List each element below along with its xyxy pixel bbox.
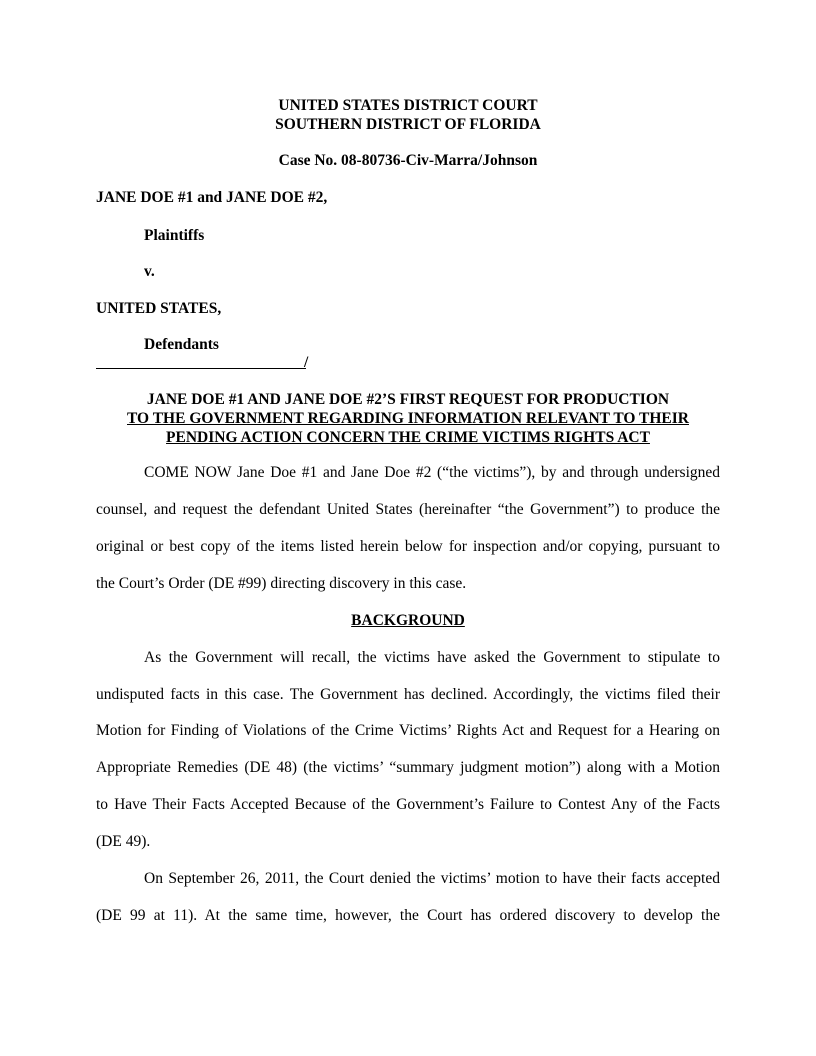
background-p1-line3: Motion for Finding of Violations of the Crime Victims’ Rights Act and Request for a Hearing on	[96, 722, 720, 739]
background-p1-line5: to Have Their Facts Accepted Because of the Government’s Failure to Contest Any of the Facts	[96, 796, 720, 813]
intro-line2: counsel, and request the defendant United States (hereinafter “the Government”) to produce the	[96, 501, 720, 518]
case-number: Case No. 08-80736-Civ-Marra/Johnson	[278, 152, 538, 169]
defendant-name: UNITED STATES,	[96, 300, 222, 317]
intro-line3: original or best copy of the items listed herein below for inspection and/or copying, pursuant to	[96, 538, 720, 555]
plaintiffs-names: JANE DOE #1 and JANE DOE #2,	[96, 189, 328, 206]
background-p2-line1: On September 26, 2011, the Court denied the victims’ motion to have their facts accepted	[144, 870, 720, 887]
defendants-label: Defendants	[144, 336, 219, 353]
intro-line4: the Court’s Order (DE #99) directing discovery in this case.	[96, 575, 467, 592]
background-p1-line4: Appropriate Remedies (DE 48) (the victims’ “summary judgment motion”) along with a Motion	[96, 759, 720, 776]
title-line3: PENDING ACTION CONCERN THE CRIME VICTIMS RIGHTS ACT	[166, 429, 650, 446]
caption-underline	[96, 358, 306, 369]
intro-line1: COME NOW Jane Doe #1 and Jane Doe #2 (“the victims”), by and through undersigned	[144, 464, 720, 481]
background-p2-line2: (DE 99 at 11). At the same time, however, the Court has ordered discovery to develop the	[96, 907, 720, 924]
court-name-line2: SOUTHERN DISTRICT OF FLORIDA	[275, 116, 541, 133]
versus-label: v.	[144, 263, 155, 280]
title-line1: JANE DOE #1 AND JANE DOE #2’S FIRST REQUEST FOR PRODUCTION	[146, 391, 670, 408]
plaintiffs-label: Plaintiffs	[144, 227, 205, 244]
background-p1-line6: (DE 49).	[96, 833, 151, 850]
background-p1-line2: undisputed facts in this case. The Government has declined. Accordingly, the victims filed their	[96, 686, 720, 703]
background-p1-line1: As the Government will recall, the victims have asked the Government to stipulate to	[144, 649, 720, 666]
title-line2: TO THE GOVERNMENT REGARDING INFORMATION RELEVANT TO THEIR	[127, 410, 689, 427]
court-name-line1: UNITED STATES DISTRICT COURT	[278, 97, 538, 114]
background-heading: BACKGROUND	[351, 612, 465, 629]
caption-slash: /	[304, 354, 309, 371]
